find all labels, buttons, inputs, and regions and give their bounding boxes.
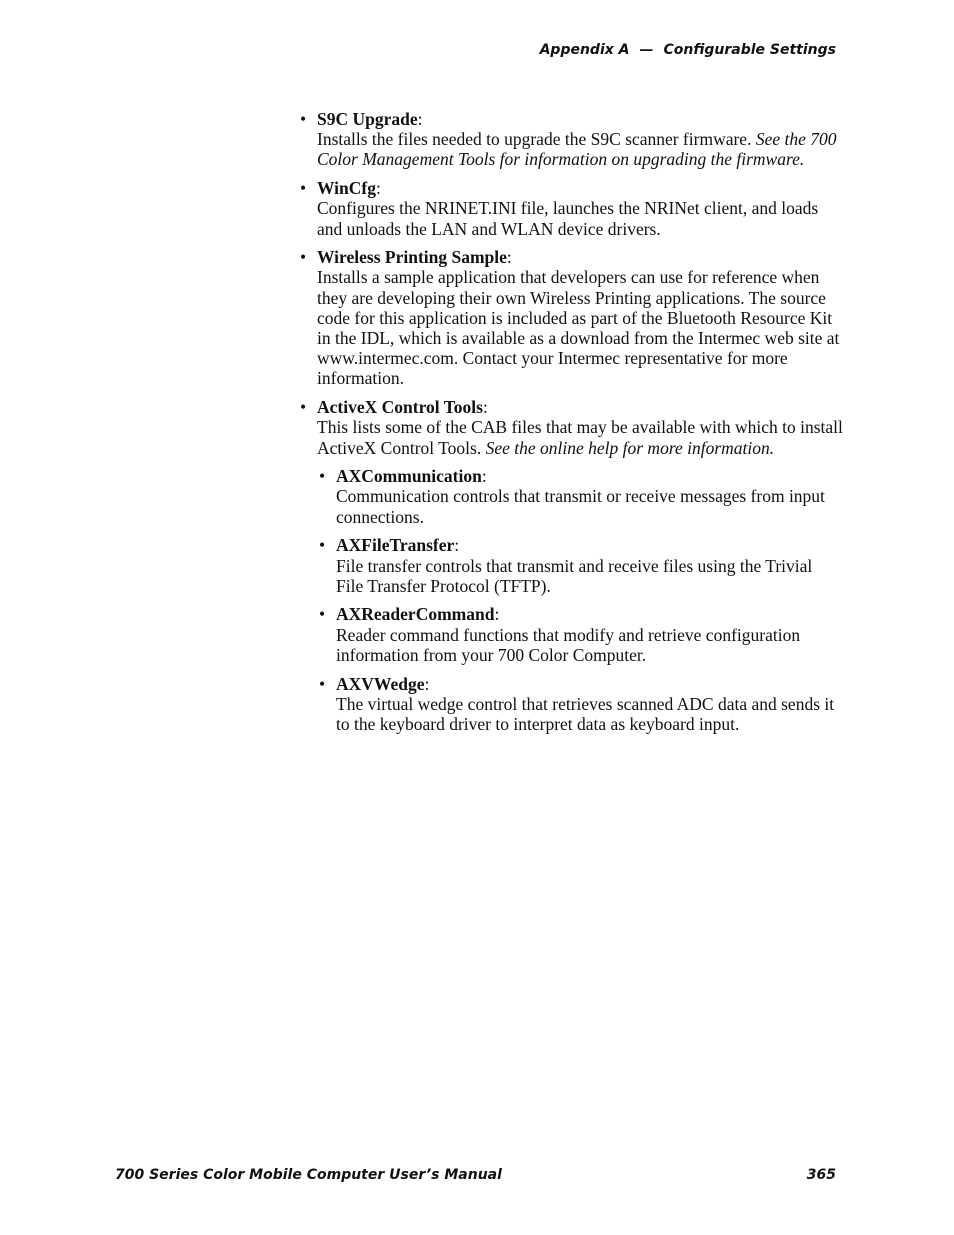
sub-item-description: The virtual wedge control that retrieves scanned ADC data and sends it to the keyboard driver to interpret data as keyboard input. bbox=[336, 693, 835, 734]
page-number: 365 bbox=[806, 1167, 836, 1183]
sub-item-term: AXReaderCommand bbox=[336, 604, 495, 625]
body-content bbox=[298, 109, 843, 743]
settings-list bbox=[298, 109, 843, 734]
item-desc-text: This lists some of the CAB files that may be available with which to install ActiveX Control Tools. bbox=[317, 417, 843, 458]
item-term: Wireless Printing Sample bbox=[317, 247, 507, 268]
sub-item-term: AXFileTransfer bbox=[336, 535, 455, 556]
header-dash: — bbox=[639, 42, 654, 58]
list-item-wireless-printing-sample: • Wireless Printing Sample: Installs a sample application that developers can use for reference when they are developing their own Wireless Printing applications. The source code for this application is included as part of the Bluetooth Resource Kit in the IDL, which is available as a download from the Intermec web site at www.intermec.com. Contact your Intermec representative for more information. bbox=[298, 247, 843, 388]
sub-item-axcommunication: • AXCommunication: Communication controls that transmit or receive messages from input connections. bbox=[317, 466, 843, 527]
item-desc-italic: See the 700 Color Management Tools for information on upgrading the firmware. bbox=[317, 129, 837, 170]
sub-item-description: File transfer controls that transmit and receive files using the Trivial File Transfer Protocol (TFTP). bbox=[336, 555, 813, 596]
footer-title: 700 Series Color Mobile Computer User’s Manual bbox=[115, 1167, 502, 1183]
sub-item-description: Communication controls that transmit or receive messages from input connections. bbox=[336, 486, 825, 527]
sub-item-term: AXVWedge bbox=[336, 673, 425, 694]
item-term: WinCfg bbox=[317, 178, 376, 199]
item-description: Installs a sample application that developers can use for reference when they are developing their own Wireless Printing applications. The source code for this application is included as part of the Bluetooth Resource Kit in the IDL, which is available as a download from the Intermec web site at www.intermec.com. Contact your Intermec representative for more information. bbox=[317, 267, 840, 389]
header-section: Configurable Settings bbox=[663, 42, 836, 58]
activex-sub-list bbox=[317, 466, 843, 734]
item-description bbox=[317, 129, 843, 169]
sub-item-axfiletransfer: • AXFileTransfer: File transfer controls that transmit and receive files using the Trivial File Transfer Protocol (TFTP). bbox=[317, 535, 843, 596]
item-desc-text: Installs the files needed to upgrade the S9C scanner firmware. bbox=[317, 129, 756, 150]
sub-item-term: AXCommunication bbox=[336, 466, 482, 487]
sub-item-axvwedge: • AXVWedge: The virtual wedge control that retrieves scanned ADC data and sends it to the keyboard driver to interpret data as keyboard input. bbox=[317, 674, 843, 735]
sub-item-description: Reader command functions that modify and retrieve configuration information from your 700 Color Computer. bbox=[336, 624, 801, 665]
header-appendix: Appendix A bbox=[539, 42, 630, 58]
list-item-s9c-upgrade: • S9C Upgrade: Installs the files needed to upgrade the S9C scanner firmware. See the 700 Color Management Tools for information on upgrading the firmware. bbox=[298, 109, 843, 170]
item-description bbox=[317, 417, 843, 457]
item-term: ActiveX Control Tools bbox=[317, 397, 483, 418]
list-item-activex-control-tools: • ActiveX Control Tools: This lists some of the CAB files that may be available with which to install ActiveX Control Tools. See the online help for more information. • AXCommunication: Communication controls that transmit or receive messages from input connections. • AXFileTransfer: File transfer controls that transmit and receive files using the Trivial File Transfer Protocol (TFTP). • AXReaderCommand: Reader command functions that modify and retrieve configuration information from your 700 Color Computer. • AXVWedge: The virtual wedge control that retrieves scanned ADC data and sends it to the keyboard driver to interpret data as keyboard input. bbox=[298, 397, 843, 734]
running-header bbox=[540, 42, 836, 58]
item-desc-italic: See the online help for more information. bbox=[485, 437, 775, 458]
item-term: S9C Upgrade bbox=[317, 109, 418, 129]
item-description: Configures the NRINET.INI file, launches the NRINet client, and loads and unloads the LAN and WLAN device drivers. bbox=[317, 198, 819, 239]
list-item-wincfg: • WinCfg: Configures the NRINET.INI file, launches the NRINet client, and loads and unloads the LAN and WLAN device drivers. bbox=[298, 178, 843, 239]
sub-item-axreadercommand: • AXReaderCommand: Reader command functions that modify and retrieve configuration information from your 700 Color Computer. bbox=[317, 604, 843, 665]
